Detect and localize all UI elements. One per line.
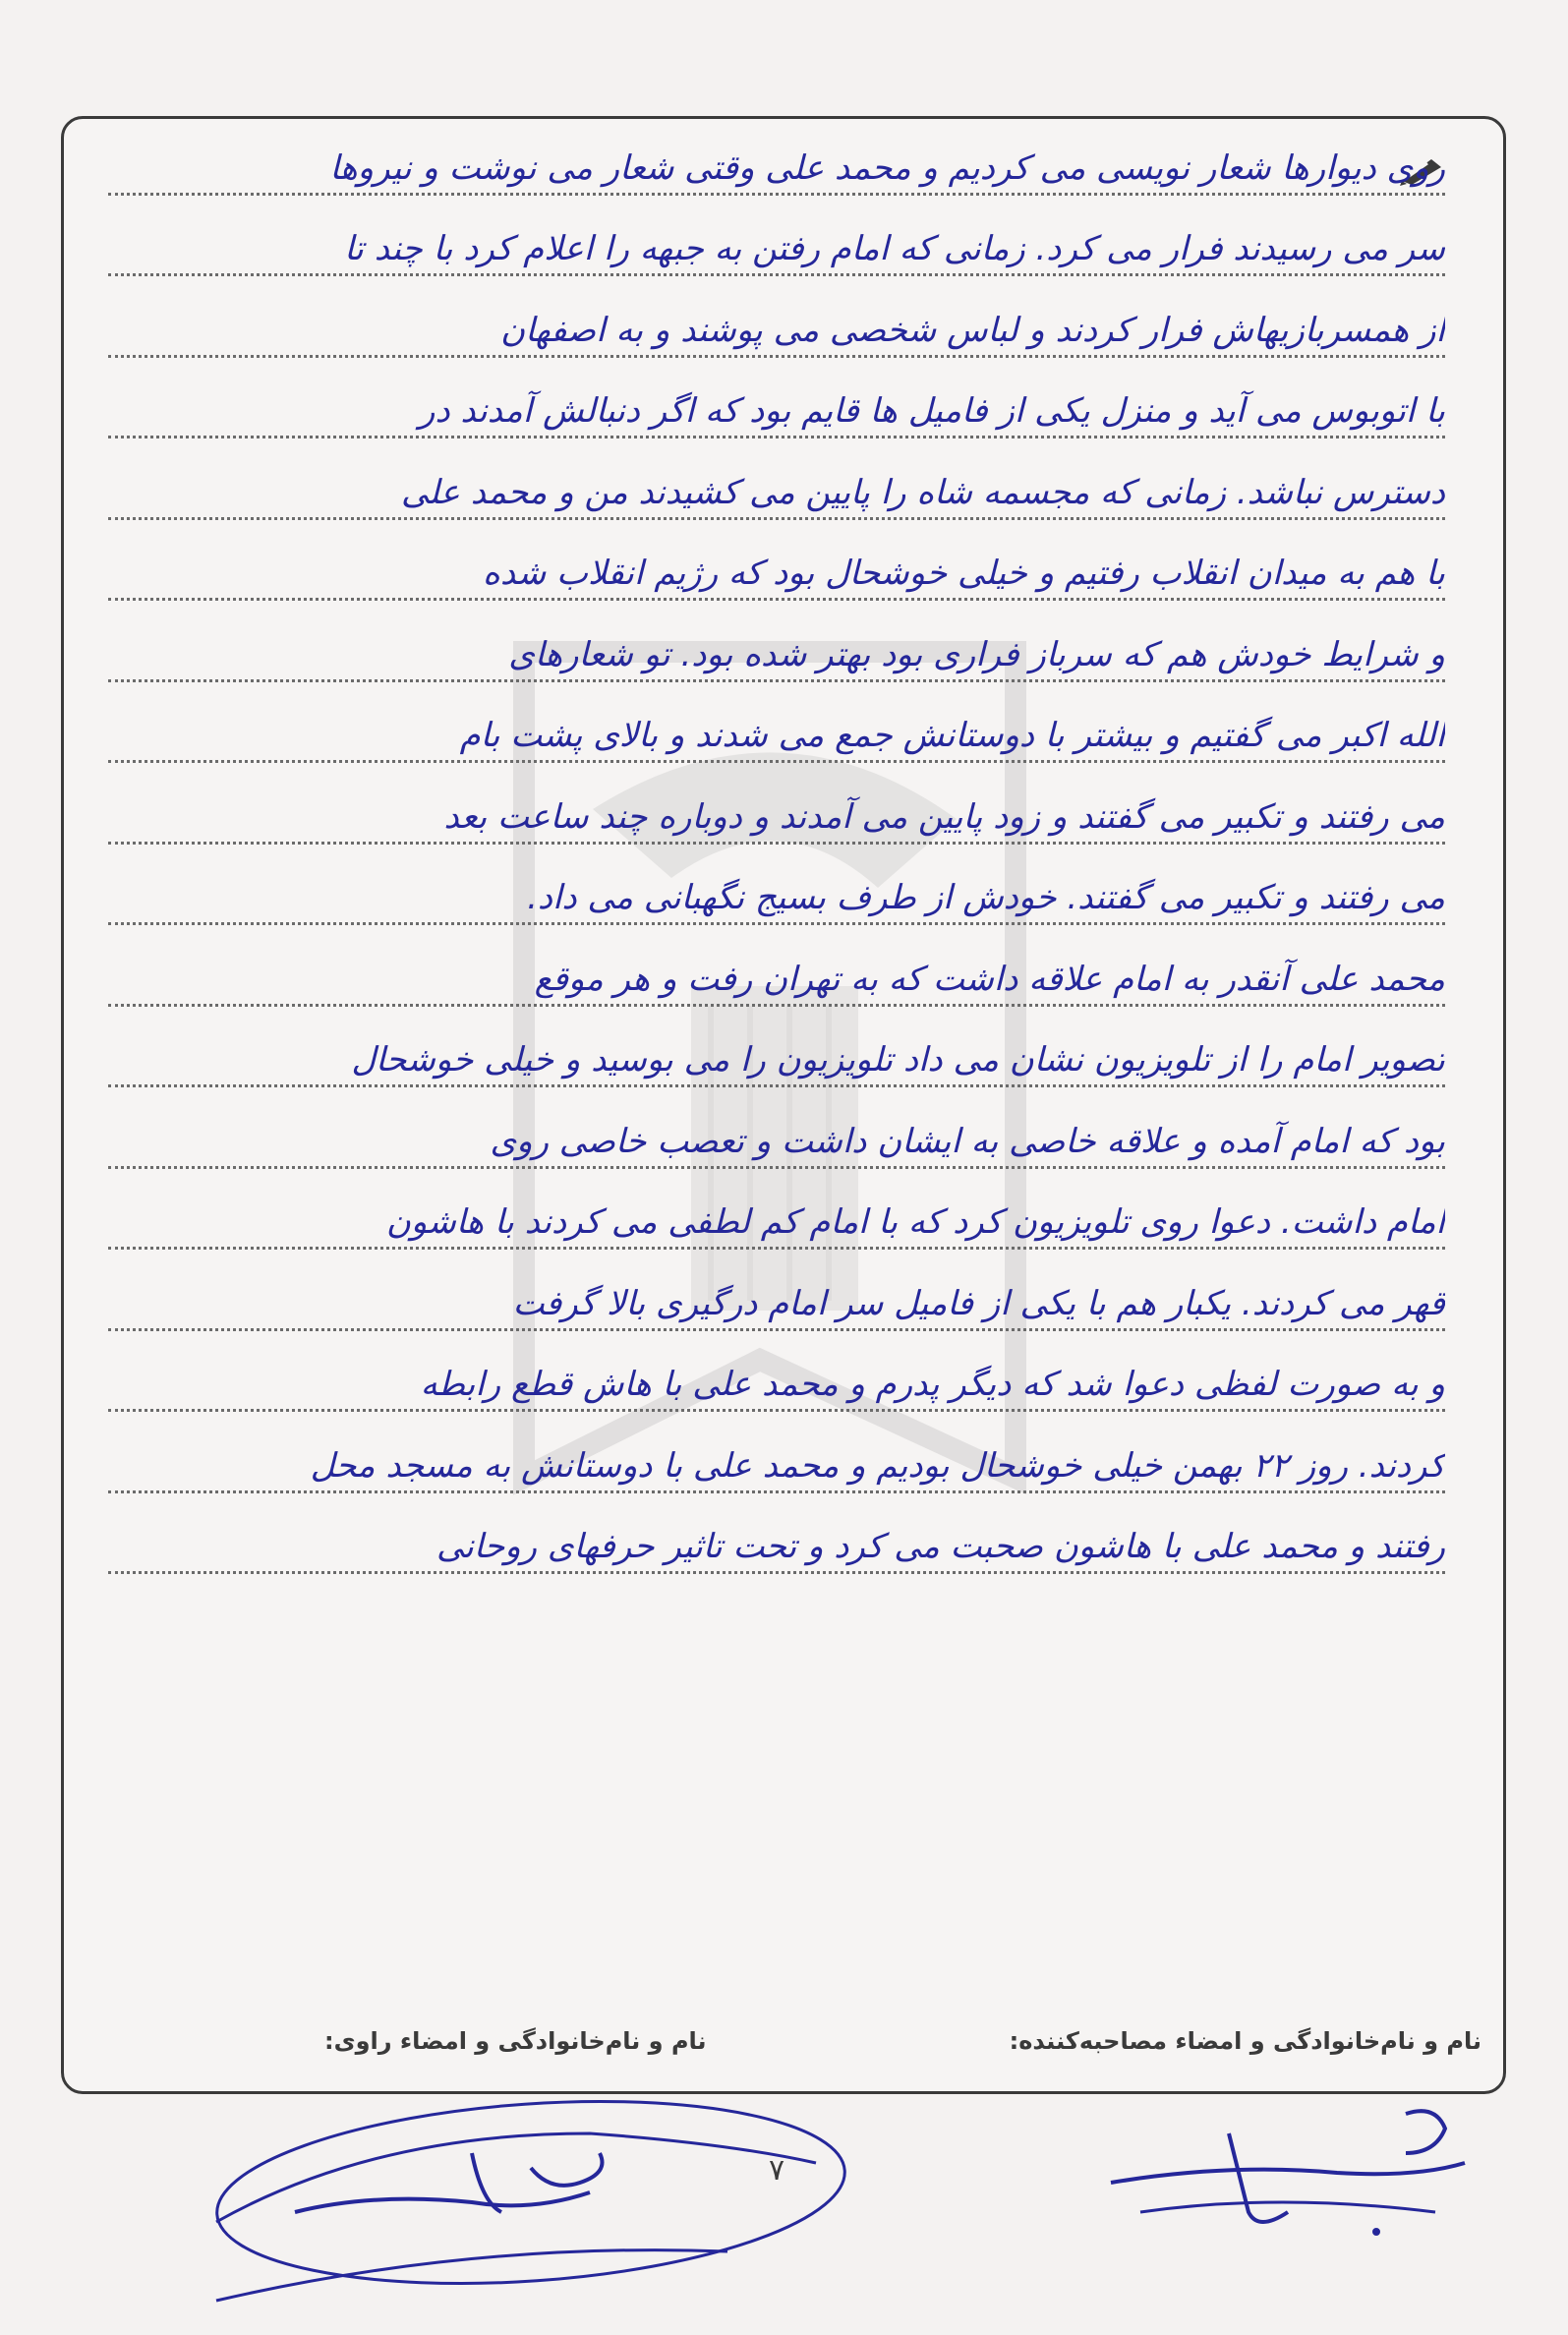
text-line: [108, 1507, 1445, 1589]
text-line: [108, 452, 1445, 534]
handwritten-text-body: [108, 128, 1445, 1588]
handwritten-line-text: روی دیوارها شعار نویسی می کردیم و محمد علی وقتی شعار می نوشت و نیروها: [329, 147, 1445, 188]
handwritten-line-text: بود که امام آمده و علاقه خاصی به ایشان داشت و تعصب خاصی روی: [490, 1121, 1445, 1161]
text-line: [108, 1021, 1445, 1102]
handwritten-line-text: رفتند و محمد علی با هاشون صحبت می کرد و تحت تاثیر حرفهای روحانی: [436, 1527, 1445, 1566]
handwritten-line-text: امام داشت. دعوا روی تلویزیون کرد که با امام کم لطفی می کردند با هاشون: [385, 1202, 1445, 1242]
text-line: [108, 696, 1445, 778]
handwritten-line-text: از همسربازیهاش فرار کردند و لباس شخصی می پوشند و به اصفهان: [500, 310, 1445, 350]
handwritten-line-text: تصویر امام را از تلویزیون نشان می داد تلویزیون را می بوسید و خیلی خوشحال: [351, 1040, 1445, 1080]
handwritten-line-text: و شرایط خودش هم که سرباز فراری بود بهتر شده بود. تو شعارهای: [508, 634, 1445, 674]
handwritten-line-text: با اتوبوس می آید و منزل یکی از فامیل ها قایم بود که اگر دنبالش آمدند در: [419, 391, 1445, 431]
text-line: [108, 1183, 1445, 1264]
handwritten-line-text: قهر می کردند. یکبار هم با یکی از فامیل سر امام درگیری بالا گرفت: [512, 1283, 1445, 1323]
handwritten-line-text: می رفتند و تکبیر می گفتند. خودش از طرف بسیج نگهبانی می داد.: [527, 878, 1445, 917]
handwritten-line-text: می رفتند و تکبیر می گفتند و زود پایین می آمدند و دوباره چند ساعت بعد: [443, 796, 1445, 837]
text-line: [108, 614, 1445, 696]
text-line: [108, 209, 1445, 291]
text-line: [108, 128, 1445, 209]
handwritten-line-text: دسترس نباشد. زمانی که مجسمه شاه را پایین می کشیدند من و محمد علی: [401, 472, 1445, 512]
text-line: [108, 1101, 1445, 1183]
text-line: [108, 372, 1445, 453]
page-number: ۷: [769, 2153, 785, 2188]
text-line: [108, 534, 1445, 615]
handwritten-line-text: کردند. روز ۲۲ بهمن خیلی خوشحال بودیم و محمد علی با دوستانش به مسجد محل: [310, 1445, 1445, 1486]
narrator-signature-icon: [177, 2074, 865, 2320]
interviewer-signature-label: نام و نام‌خانوادگی و امضاء مصاحبه‌کننده:: [1009, 2027, 1481, 2055]
handwritten-line-text: سر می رسیدند فرار می کرد. زمانی که امام رفتن به جبهه را اعلام کرد با چند تا: [344, 229, 1445, 268]
text-line: [108, 1426, 1445, 1507]
text-line: [108, 939, 1445, 1021]
handwritten-line-text: با هم به میدان انقلاب رفتیم و خیلی خوشحال بود که رژیم انقلاب شده: [483, 554, 1445, 593]
interviewer-signature-icon: [1081, 2094, 1494, 2251]
handwritten-line-text: محمد علی آنقدر به امام علاقه داشت که به تهران رفت و هر موقع: [534, 959, 1445, 999]
handwritten-line-text: و به صورت لفظی دعوا شد که دیگر پدرم و محمد علی با هاش قطع رابطه: [420, 1365, 1445, 1404]
text-line: [108, 777, 1445, 858]
text-line: [108, 858, 1445, 940]
text-line: [108, 1345, 1445, 1427]
text-line: [108, 1263, 1445, 1345]
narrator-signature-label: نام و نام‌خانوادگی و امضاء راوی:: [324, 2027, 707, 2055]
text-line: [108, 290, 1445, 372]
handwritten-line-text: الله اکبر می گفتیم و بیشتر با دوستانش جمع می شدند و بالای پشت بام: [459, 716, 1445, 755]
